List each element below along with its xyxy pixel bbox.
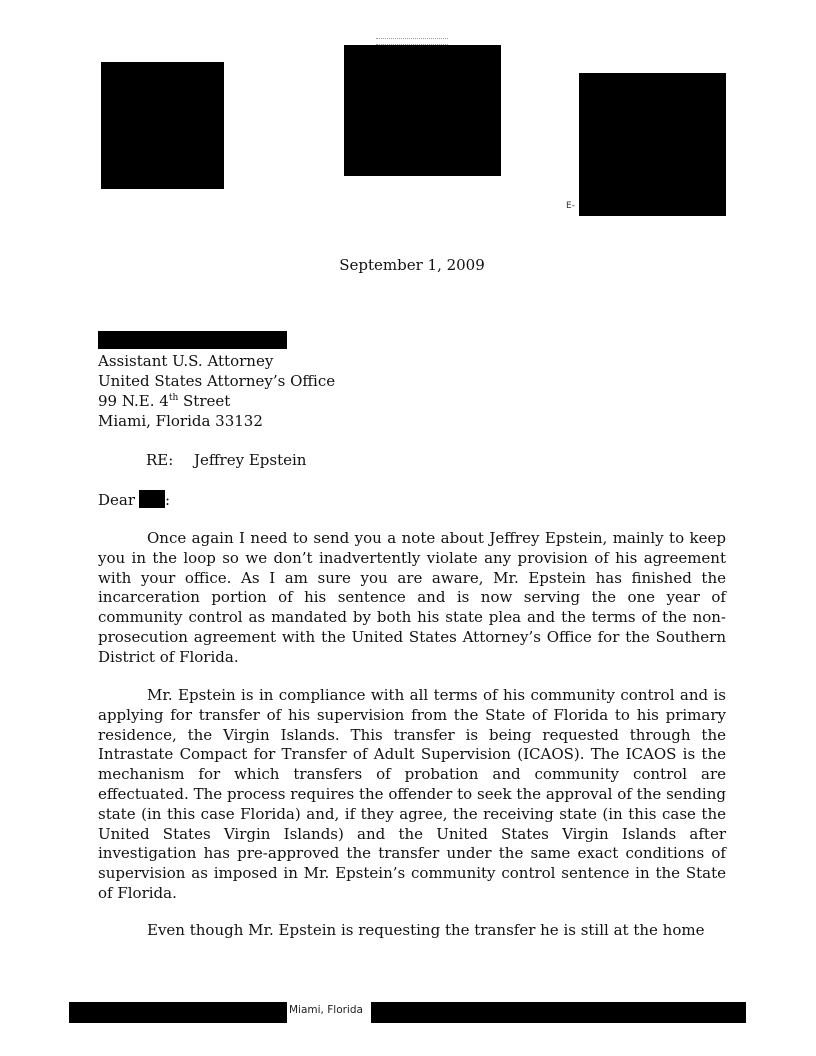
body-paragraph-1: Once again I need to send you a note about Jeffrey Epstein, mainly to keep you in the loop so we don’t inadvertently violate any provision of his agreement with your office. As I am sure you are aware, Mr. Epstein has finished the incarceration portion of his sentence and is now serving the one year of community control as mandated by both his state plea and the terms of the non-prosecution agreement with the United States Attorney’s Office for the Southern District of Florida. — [98, 529, 726, 666]
street-number: 99 N.E. 4 — [98, 392, 169, 410]
re-subject: Jeffrey Epstein — [194, 451, 307, 469]
letterhead-left-redaction — [101, 62, 224, 189]
street-name: Street — [178, 392, 231, 410]
footer-location: Miami, Florida — [289, 1004, 363, 1016]
recipient-city: Miami, Florida 33132 — [98, 412, 263, 430]
recipient-name-redaction — [98, 331, 287, 349]
salutation-suffix: : — [165, 491, 171, 509]
street-ordinal: th — [168, 393, 179, 403]
re-line — [146, 451, 306, 469]
recipient-street — [98, 391, 335, 411]
salutation-prefix: Dear — [98, 491, 136, 509]
footer-left-redaction — [69, 1002, 287, 1023]
body-paragraph-2: Mr. Epstein is in compliance with all terms of his community control and is applying for transfer of his supervision from the State of Florida to his primary residence, the Virgin Islands. This transfer is being requested through the Intrastate Compact for Transfer of Adult Supervision (ICAOS). The ICAOS is the mechanism for which transfers of probation and community control are effectuated. The process requires the offender to seek the approval of the sending state (in this case Florida) and, if they agree, the receiving state (in this case the United States Virgin Islands) and the United States Virgin Islands after investigation has pre-approved the transfer under the same exact conditions of supervision as imposed in Mr. Epstein’s community control sentence in the State of Florida. — [98, 686, 726, 902]
recipient-title: Assistant U.S. Attorney — [98, 352, 274, 370]
footer-right-redaction — [371, 1002, 746, 1023]
body-paragraph-3: Even though Mr. Epstein is requesting the transfer he is still at the home — [147, 921, 705, 939]
letterhead-rule — [376, 38, 448, 45]
letter-date: September 1, 2009 — [339, 256, 485, 274]
letterhead-right-redaction — [579, 73, 726, 216]
salutation — [98, 490, 170, 509]
re-label: RE: — [146, 451, 174, 469]
recipient-address — [98, 351, 335, 431]
recipient-office: United States Attorney’s Office — [98, 372, 336, 390]
letterhead-center-redaction — [344, 45, 501, 176]
letterhead-right-fragment: E- — [566, 201, 575, 211]
salutation-name-redaction — [139, 490, 165, 508]
